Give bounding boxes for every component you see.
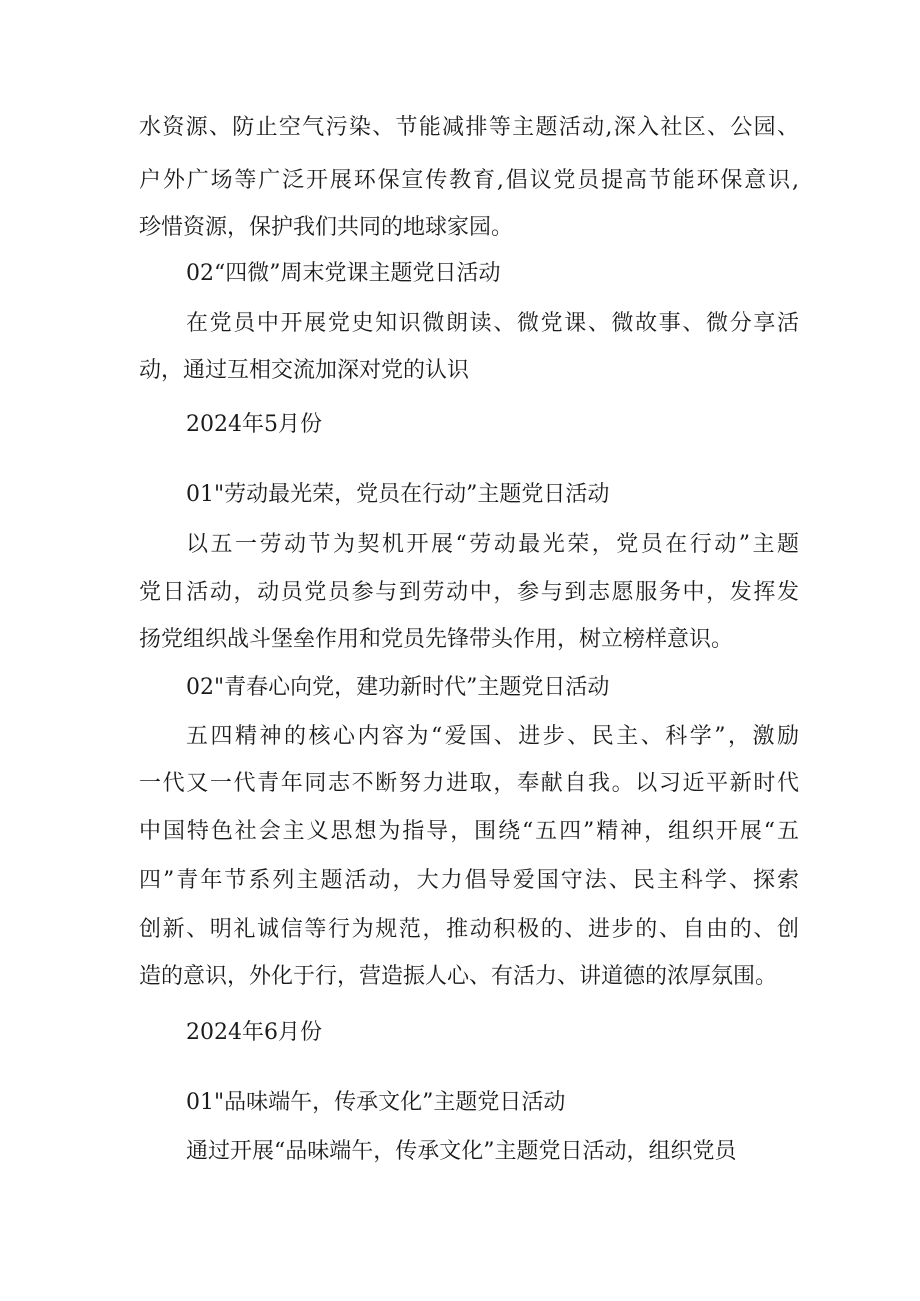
paragraph-line: 中国特色社会主义思想为指导，围绕“五四”精神，组织开展“五 [139,819,799,844]
paragraph-line: 五四精神的核心内容为“爱国、进步、民主、科学”，激励 [186,724,799,749]
section-heading: 01"品味端午，传承文化”主题党日活动 [186,1090,566,1115]
section-heading: 02"青春心向党，建功新时代”主题党日活动 [186,675,610,700]
paragraph-line: 四”青年节系列主题活动，大力倡导爱国守法、民主科学、探索 [139,868,799,893]
paragraph-line: 动，通过互相交流加深对党的认识 [139,358,470,383]
paragraph-line: 在党员中开展党史知识微朗读、微党课、微故事、微分享活 [186,311,799,336]
month-heading: 2024年6月份 [186,1020,322,1045]
month-heading: 2024年5月份 [186,412,322,437]
paragraph-line: 以五一劳动节为契机开展“劳动最光荣，党员在行动”主题 [186,532,799,557]
paragraph-line: 通过开展“品味端午，传承文化”主题党日活动，组织党员 [186,1139,737,1164]
paragraph-line: 珍惜资源，保护我们共同的地球家园。 [139,215,514,240]
section-heading: 01"劳动最光荣，党员在行动”主题党日活动 [186,482,610,507]
paragraph-line: 一代又一代青年同志不断努力进取，奉献自我。以习近平新时代 [139,771,799,796]
section-heading: 02“四微”周末党课主题党日活动 [186,261,501,286]
paragraph-line: 户外广场等广泛开展环保宣传教育,倡议党员提高节能环保意识, [139,168,799,193]
paragraph-line: 水资源、防止空气污染、节能减排等主题活动,深入社区、公园、 [139,115,799,140]
paragraph-line: 党日活动，动员党员参与到劳动中，参与到志愿服务中，发挥发 [139,580,799,605]
paragraph-line: 扬党组织战斗堡垒作用和党员先锋带头作用，树立榜样意识。 [139,627,734,652]
paragraph-line: 创新、明礼诚信等行为规范，推动积极的、进步的、自由的、创 [139,917,799,942]
paragraph-line: 造的意识，外化于行，营造振人心、有活力、讲道德的浓厚氛围。 [139,964,778,989]
